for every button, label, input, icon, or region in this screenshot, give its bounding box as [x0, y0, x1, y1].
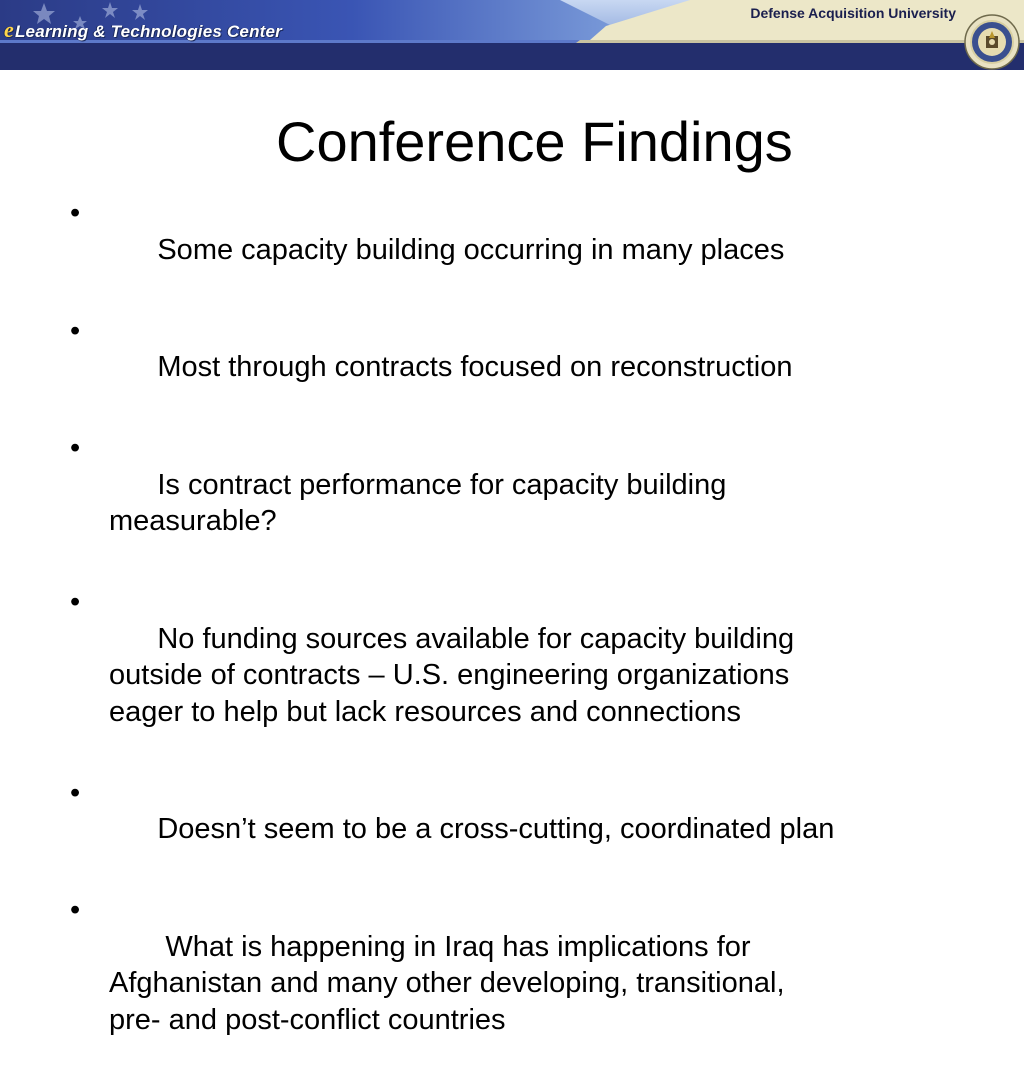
- bullet-item: [70, 775, 970, 885]
- bullet-glyph: •: [70, 314, 81, 347]
- bullet-item: [70, 892, 970, 1075]
- bullet-item: [70, 430, 970, 576]
- banner-logo: [4, 17, 282, 43]
- bullet-glyph: •: [70, 432, 81, 464]
- bullet-text: Most through contracts focused on reconstruction: [157, 351, 793, 383]
- bullet-text: Is contract performance for capacity building measurable?: [109, 468, 727, 537]
- bullet-text: No funding sources available for capacity building outside of contracts – U.S. engineering organizations eager to help but lack resources and connections: [109, 622, 795, 728]
- bullet-item: [70, 195, 970, 305]
- bullet-text: Some capacity building occurring in many places: [157, 233, 785, 266]
- e-logo-mark: e: [4, 17, 14, 42]
- bullet-text: Doesn’t seem to be a cross-cutting, coordinated plan: [157, 813, 835, 845]
- bullet-glyph: •: [70, 197, 81, 229]
- bullet-glyph: •: [70, 894, 81, 926]
- banner-logo-label: Learning & Technologies Center: [14, 22, 282, 41]
- slide-title: Conference Findings: [276, 110, 793, 173]
- bullet-item: [70, 313, 970, 423]
- bullet-item: [70, 584, 970, 767]
- header-banner: [0, 0, 1024, 70]
- bullet-glyph: •: [70, 776, 81, 809]
- bullet-list: [70, 195, 970, 1083]
- bullet-glyph: •: [70, 586, 81, 618]
- dau-seal-icon: [964, 14, 1020, 70]
- bullet-text: What is happening in Iraq has implications for Afghanistan and many other developing, transitional, pre- and post-conflict countries: [109, 930, 785, 1036]
- university-name: Defense Acquisition University: [750, 5, 956, 21]
